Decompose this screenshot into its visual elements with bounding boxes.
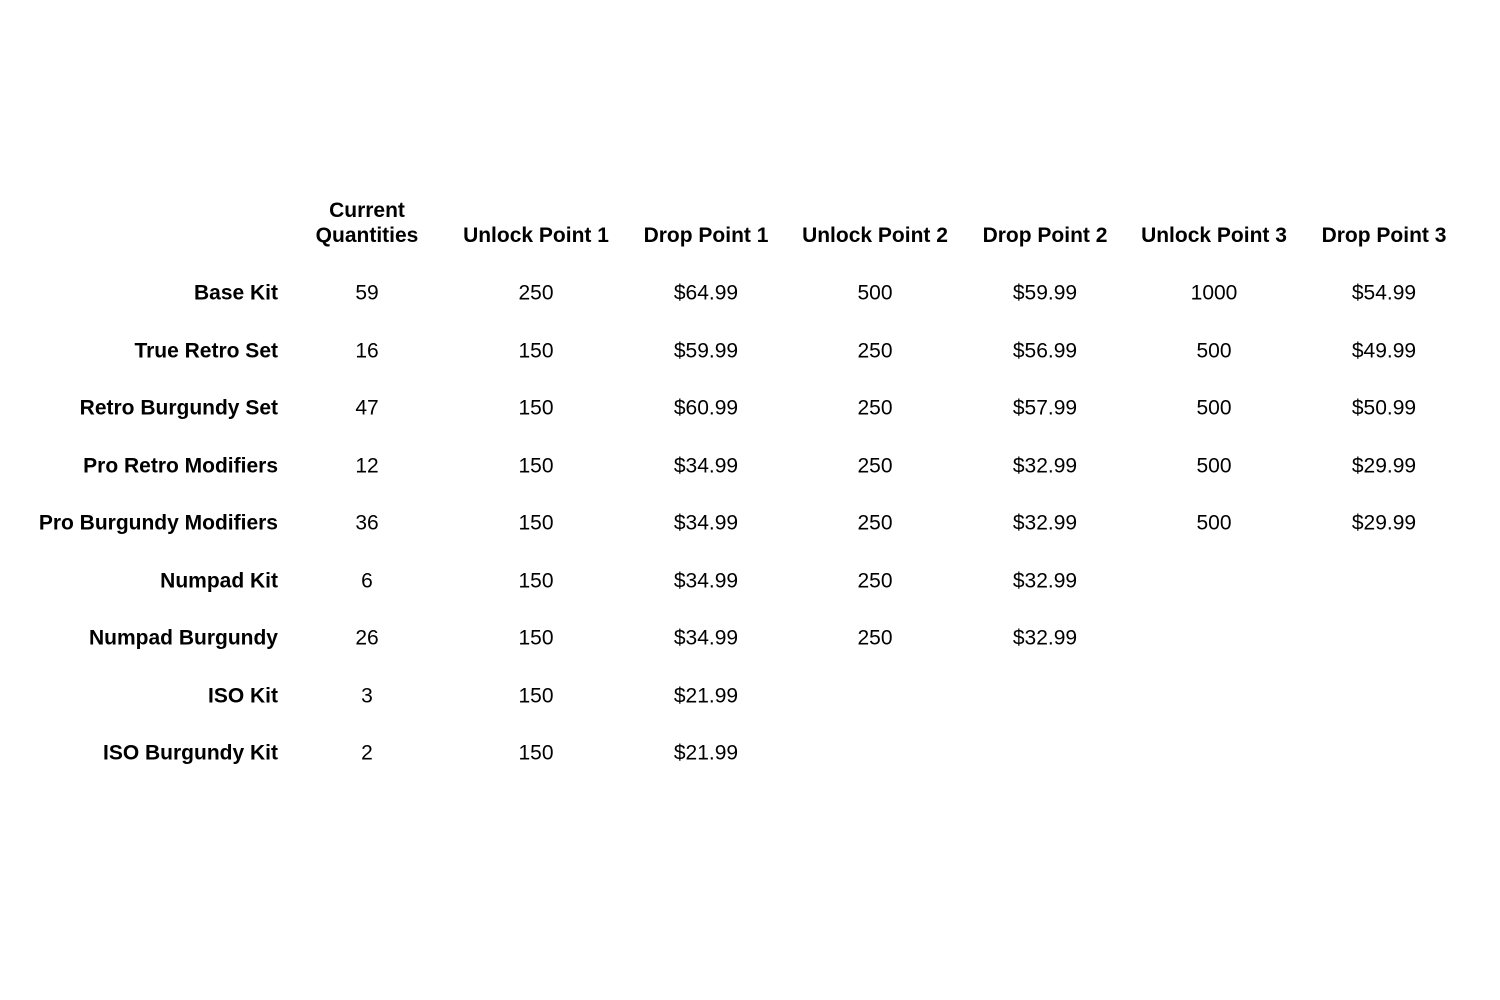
table-cell: $57.99 (1012, 396, 1078, 420)
table-cell: 250 (857, 626, 893, 650)
table-cell: 150 (518, 454, 554, 477)
table-cell: 500 (1196, 454, 1232, 477)
table-cell: 47 (355, 396, 379, 420)
table-cell: $29.99 (1351, 511, 1417, 535)
table-cell: 150 (518, 396, 554, 420)
table-cell: 250 (518, 281, 554, 305)
table-cell: 150 (518, 741, 554, 765)
table-cell: 1000 (1190, 281, 1238, 305)
table-cell: $54.99 (1351, 281, 1417, 305)
row-label: ISO Kit (207, 684, 278, 707)
table-cell: 250 (857, 339, 893, 362)
table-cell: $60.99 (673, 396, 739, 420)
column-header-6: Unlock Point 3 (1141, 224, 1287, 247)
column-header-2: Unlock Point 1 (463, 224, 609, 247)
table-cell: $32.99 (1012, 454, 1078, 477)
table-cell: 250 (857, 511, 893, 535)
table-cell: $32.99 (1012, 626, 1078, 650)
table-cell: $49.99 (1351, 339, 1417, 362)
table-cell: 500 (1196, 396, 1232, 420)
table-cell: $59.99 (1012, 281, 1078, 305)
table-cell: 250 (857, 454, 893, 477)
table-cell: $50.99 (1351, 396, 1417, 420)
table-cell: $32.99 (1012, 569, 1078, 592)
column-header-7: Drop Point 3 (1321, 224, 1447, 247)
table-cell: $32.99 (1012, 511, 1078, 535)
table-cell: 500 (1196, 339, 1232, 362)
table-cell: $56.99 (1012, 339, 1078, 362)
table-cell: 150 (518, 626, 554, 650)
row-label: ISO Burgundy Kit (103, 741, 278, 765)
column-header-4: Unlock Point 2 (802, 224, 948, 247)
column-header-5: Drop Point 2 (982, 224, 1108, 247)
table-cell: $34.99 (673, 569, 739, 592)
table-cell: 250 (857, 396, 893, 420)
table-cell: $34.99 (673, 511, 739, 535)
row-label: Base Kit (193, 281, 278, 305)
row-label: True Retro Set (134, 339, 278, 362)
table-cell: 26 (355, 626, 379, 650)
table-cell: 150 (518, 684, 554, 707)
table-cell: $29.99 (1351, 454, 1417, 477)
row-label: Numpad Kit (160, 569, 278, 592)
table-cell: 6 (361, 569, 373, 592)
table-cell: $34.99 (673, 626, 739, 650)
row-label: Retro Burgundy Set (79, 396, 278, 420)
table-cell: 500 (1196, 511, 1232, 535)
table-cell: $59.99 (673, 339, 739, 362)
row-label: Pro Burgundy Modifiers (38, 511, 278, 535)
column-header-1: Current Quantities (315, 199, 419, 247)
table-cell: 12 (355, 454, 379, 477)
table-cell: 16 (355, 339, 379, 362)
table-cell: 2 (361, 741, 373, 765)
table-cell: $64.99 (673, 281, 739, 305)
table-cell: 500 (857, 281, 893, 305)
table-cell: 150 (518, 339, 554, 362)
table-cell: 59 (355, 281, 379, 305)
table-cell: 36 (355, 511, 379, 535)
table-cell: $34.99 (673, 454, 739, 477)
table-cell: 250 (857, 569, 893, 592)
row-label: Pro Retro Modifiers (83, 454, 278, 477)
table-cell: 150 (518, 511, 554, 535)
row-label: Numpad Burgundy (89, 626, 278, 650)
table-cell: $21.99 (673, 684, 739, 707)
table-cell: 3 (361, 684, 373, 707)
column-header-3: Drop Point 1 (643, 224, 769, 247)
table-cell: $21.99 (673, 741, 739, 765)
table-cell: 150 (518, 569, 554, 592)
